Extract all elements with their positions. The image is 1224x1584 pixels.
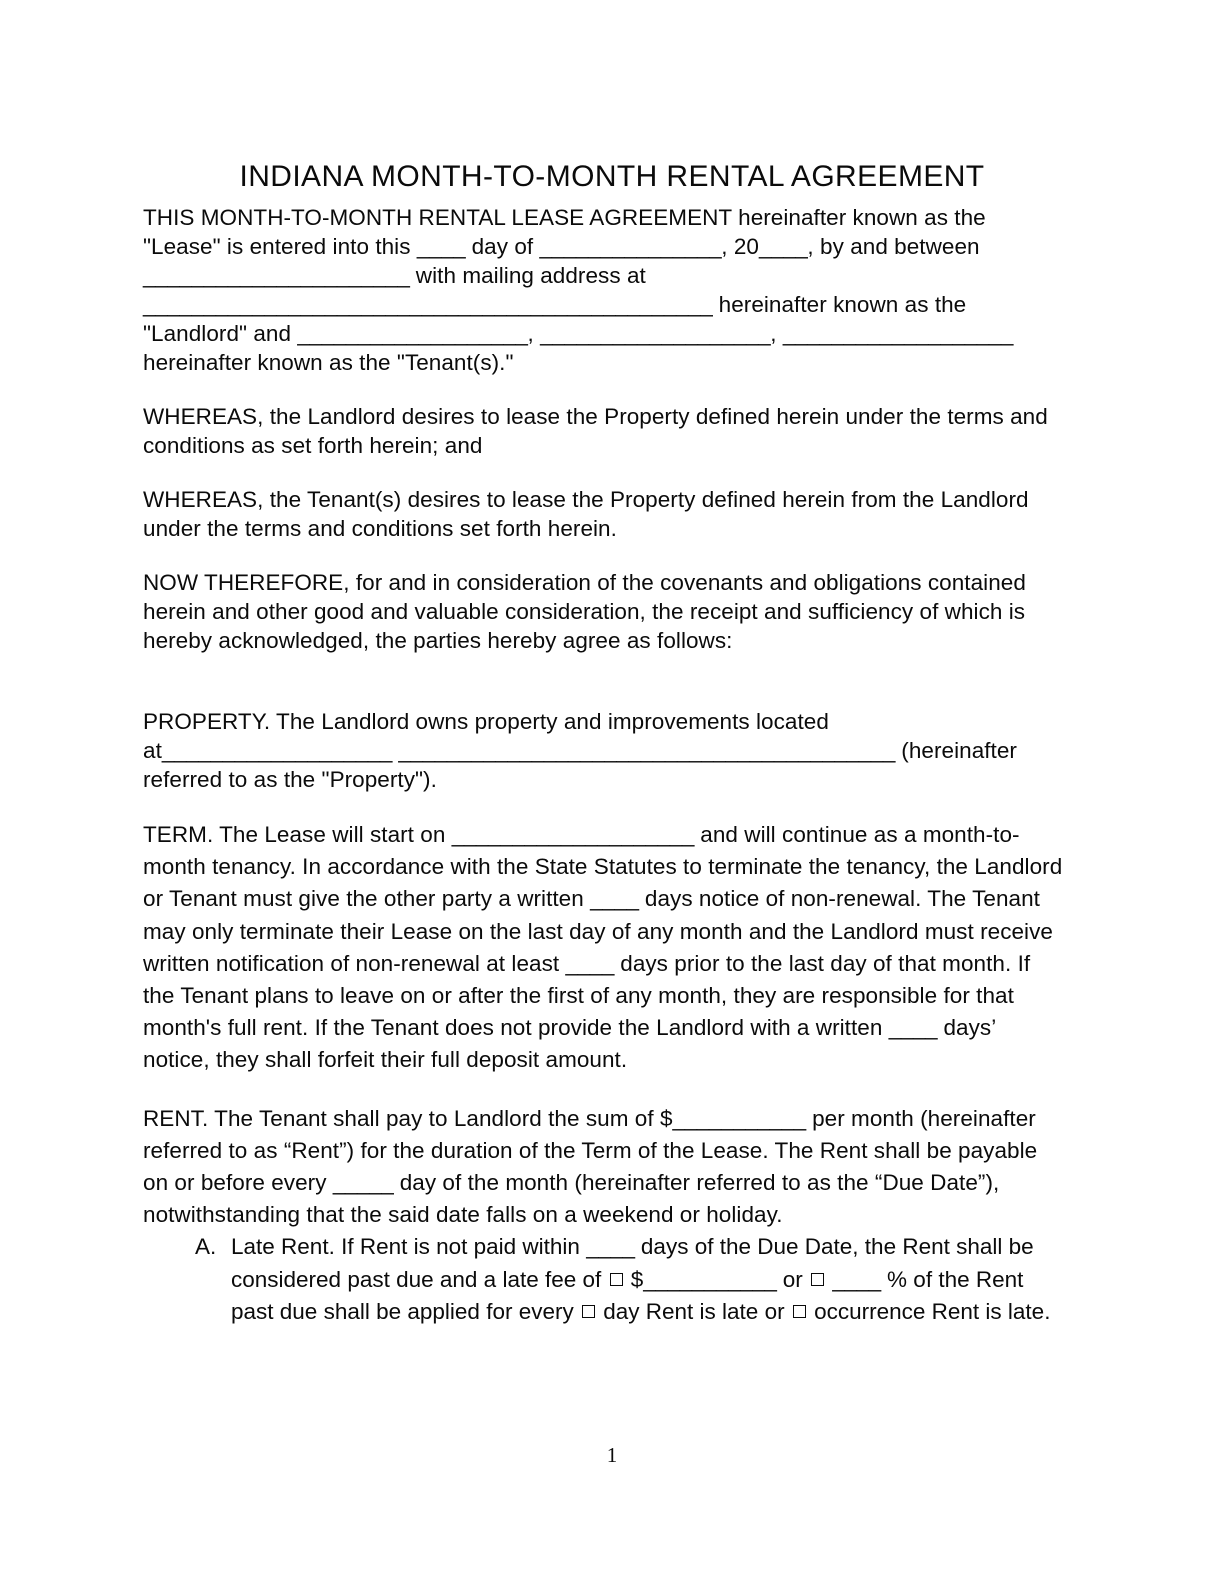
intro-text-5: with mailing address at — [409, 263, 646, 288]
blank-property-address-1[interactable]: ___________________ — [161, 738, 393, 763]
blank-tenant-2[interactable]: ___________________ — [540, 321, 771, 346]
intro-text-6: hereinafter known as the "Landlord" and — [143, 292, 967, 346]
blank-year[interactable]: ____ — [758, 234, 808, 259]
paragraph-now-therefore: NOW THEREFORE, for and in consideration of the covenants and obligations contained herein and other good and valuable consideration, the receipt and sufficiency of which is hereby acknowledged, the parties hereby agree as follows: — [143, 570, 1026, 653]
property-text-1: PROPERTY. The Landlord owns property and improvements located at — [143, 709, 829, 763]
late-rent-text-3: $ — [624, 1266, 644, 1292]
term-text-3: days notice of non-renewal. The Tenant may only terminate their Lease on the last day of any month and the Landlord must receive written notification of non-renewal at least — [143, 886, 1053, 976]
page-title: INDIANA MONTH-TO-MONTH RENTAL AGREEMENT — [239, 160, 985, 194]
intro-text-7: , — [527, 321, 541, 346]
property-text-3: (hereinafter referred to as the "Property"). — [143, 738, 1017, 792]
blank-late-fee-amount[interactable]: ___________ — [643, 1266, 777, 1292]
paragraph-intro — [143, 203, 1063, 377]
checkbox-unchecked-percent-fee[interactable] — [811, 1273, 824, 1286]
checkbox-unchecked-flat-fee[interactable] — [610, 1273, 623, 1286]
late-rent-text-2: days of the Due Date, the Rent shall be considered past due and a late fee of — [231, 1234, 1034, 1292]
blank-grace-days[interactable]: ____ — [586, 1234, 635, 1260]
document-body — [143, 203, 1063, 1328]
section-rent — [143, 1103, 1063, 1232]
late-rent-text-7: day Rent is late or — [596, 1298, 791, 1324]
intro-text-3: , 20 — [721, 234, 759, 259]
blank-month[interactable]: _______________ — [539, 234, 722, 259]
rent-text-3: day of the month (hereinafter referred to as the “Due Date”), notwithstanding that the said date falls on a weekend or holiday. — [143, 1170, 1000, 1228]
blank-rent-amount[interactable]: ___________ — [672, 1105, 806, 1131]
checkbox-unchecked-per-day[interactable] — [582, 1305, 595, 1318]
blank-notice-days-2[interactable]: ____ — [565, 950, 614, 976]
blank-lease-start-date[interactable]: ____________________ — [451, 822, 694, 847]
term-text-4: days prior to the last day of that month. If the Tenant plans to leave on or after the first of any month, they are responsible for that month's full rent. If the Tenant does not provide the Landlord with a written — [143, 950, 1031, 1041]
paragraph-whereas-tenant: WHEREAS, the Tenant(s) desires to lease the Property defined herein from the Landlord under the terms and conditions set forth herein. — [143, 487, 1029, 541]
term-text-5: days’ notice, they shall forfeit their full deposit amount. — [143, 1015, 996, 1073]
intro-text-2: day of — [465, 234, 540, 259]
list-marker: A. — [195, 1234, 217, 1260]
late-rent-text-8: occurrence Rent is late. — [807, 1298, 1051, 1324]
section-property — [143, 707, 1063, 794]
intro-text-9: hereinafter known as the "Tenant(s)." — [143, 350, 514, 375]
term-text-1: TERM. The Lease will start on — [143, 822, 452, 847]
blank-landlord-name[interactable]: ______________________ — [143, 263, 410, 288]
late-rent-text-4: or — [776, 1266, 810, 1292]
blank-mailing-address[interactable]: _______________________________________________ — [143, 292, 713, 317]
section-spacer — [143, 680, 1063, 707]
blank-tenant-1[interactable]: ___________________ — [297, 321, 528, 346]
blank-notice-days-3[interactable]: ____ — [888, 1015, 938, 1041]
checkbox-unchecked-per-occurrence[interactable] — [793, 1305, 806, 1318]
intro-text-8: , — [770, 321, 783, 346]
page-number: 1 — [606, 1443, 618, 1467]
blank-late-fee-percent[interactable]: ____ — [832, 1266, 881, 1292]
late-rent-text-1: Late Rent. If Rent is not paid within — [231, 1234, 587, 1260]
paragraph-whereas-landlord: WHEREAS, the Landlord desires to lease the Property defined herein under the terms and conditions as set forth herein; and — [143, 404, 1048, 458]
late-rent-text-6: % of the Rent past due shall be applied for every — [231, 1266, 1024, 1324]
rent-text-1: RENT. The Tenant shall pay to Landlord the sum of $ — [143, 1105, 673, 1131]
blank-notice-days-1[interactable]: ____ — [590, 886, 639, 912]
term-text-2: and will continue as a month-to-month tenancy. In accordance with the State Statutes to terminate the tenancy, the Landlord or Tenant must give the other party a written — [143, 822, 1063, 912]
rent-text-2: per month (hereinafter referred to as “Rent”) for the duration of the Term of the Lease. The Rent shall be payable on or before every — [143, 1105, 1038, 1196]
blank-day[interactable]: ____ — [416, 234, 466, 259]
section-term — [143, 819, 1063, 1077]
blank-tenant-3[interactable]: ___________________ — [782, 321, 1014, 346]
rent-sub-list — [143, 1231, 1063, 1328]
blank-due-day[interactable]: _____ — [332, 1170, 394, 1196]
intro-text-4: , by and between — [807, 234, 980, 259]
list-item-late-rent — [195, 1231, 1063, 1328]
blank-property-address-2[interactable]: _________________________________________ — [398, 738, 895, 763]
intro-text-1: THIS MONTH-TO-MONTH RENTAL LEASE AGREEMENT hereinafter known as the "Lease" is entered into this — [143, 205, 986, 259]
